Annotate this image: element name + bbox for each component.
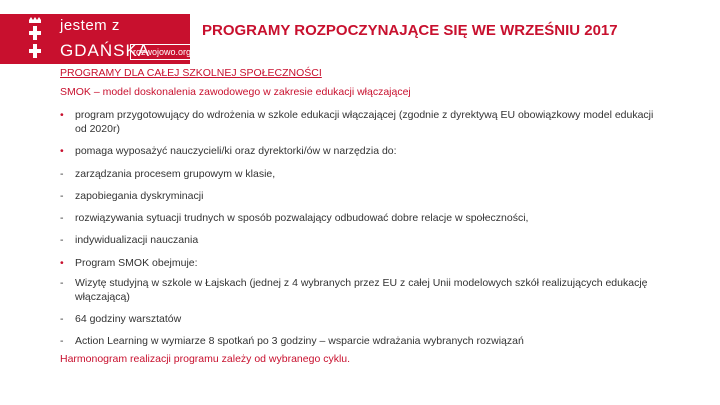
- dash-marker: -: [60, 190, 64, 202]
- gdansk-crosses-crown-icon: [0, 14, 50, 64]
- dash-marker: -: [60, 234, 64, 246]
- item-text: pomaga wyposażyć nauczycieli/ki oraz dyrektorki/ów w narzędzia do:: [75, 145, 397, 157]
- dash-marker: -: [60, 277, 64, 289]
- list-item: [60, 144, 660, 167]
- bullet-marker: •: [60, 109, 64, 121]
- item-text: 64 godziny warsztatów: [75, 313, 182, 325]
- footer-note: Harmonogram realizacji programu zależy od wybranego cyklu.: [60, 353, 351, 365]
- dash-marker: -: [60, 313, 64, 325]
- list-item: [60, 256, 660, 276]
- page-title: PROGRAMY ROZPOCZYNAJĄCE SIĘ WE WRZEŚNIU 2017: [202, 22, 618, 39]
- list-item: [60, 211, 660, 233]
- item-text: zarządzania procesem grupowym w klasie,: [75, 168, 276, 180]
- item-text: indywidualizacji nauczania: [75, 234, 199, 246]
- logo: [0, 14, 190, 64]
- item-text: Wizytę studyjną w szkole w Łajskach (jednej z 4 wybranych przez EU z całej Unii modelowych szkół realizujących edukację włączającą): [75, 277, 648, 303]
- dash-marker: -: [60, 168, 64, 180]
- dash-marker: -: [60, 212, 64, 224]
- item-text: rozwiązywania sytuacji trudnych w sposób pozwalający odbudować dobre relacje w społeczności,: [75, 212, 529, 224]
- bullet-marker: •: [60, 257, 64, 269]
- logo-line1: jestem z: [60, 17, 120, 34]
- bullet-marker: •: [60, 145, 64, 157]
- section-heading: PROGRAMY DLA CAŁEJ SZKOLNEJ SPOŁECZNOŚCI: [60, 67, 322, 79]
- list-item: [60, 189, 660, 211]
- logo-tag: rozwojowo.org: [130, 44, 194, 60]
- list-item: [60, 167, 660, 189]
- list-item: [60, 334, 660, 352]
- list-item: [60, 108, 660, 144]
- item-text: program przygotowujący do wdrożenia w szkole edukacji włączającej (zgodnie z dyrektywą EU obowiązkowy model edukacji od 2020r): [75, 109, 654, 135]
- logo-line2: GDAŃSKA: [60, 41, 151, 60]
- list-item: [60, 233, 660, 256]
- list-item: [60, 312, 660, 334]
- item-text: zapobiegania dyskryminacji: [75, 190, 204, 202]
- dash-marker: -: [60, 335, 64, 347]
- item-text: Program SMOK obejmuje:: [75, 257, 198, 269]
- list-item: [60, 276, 660, 312]
- item-text: Action Learning w wymiarze 8 spotkań po 3 godziny – wsparcie wdrażania wybranych rozwiązań: [75, 335, 524, 347]
- content: [60, 66, 660, 366]
- section-subheading: SMOK – model doskonalenia zawodowego w zakresie edukacji włączającej: [60, 86, 411, 98]
